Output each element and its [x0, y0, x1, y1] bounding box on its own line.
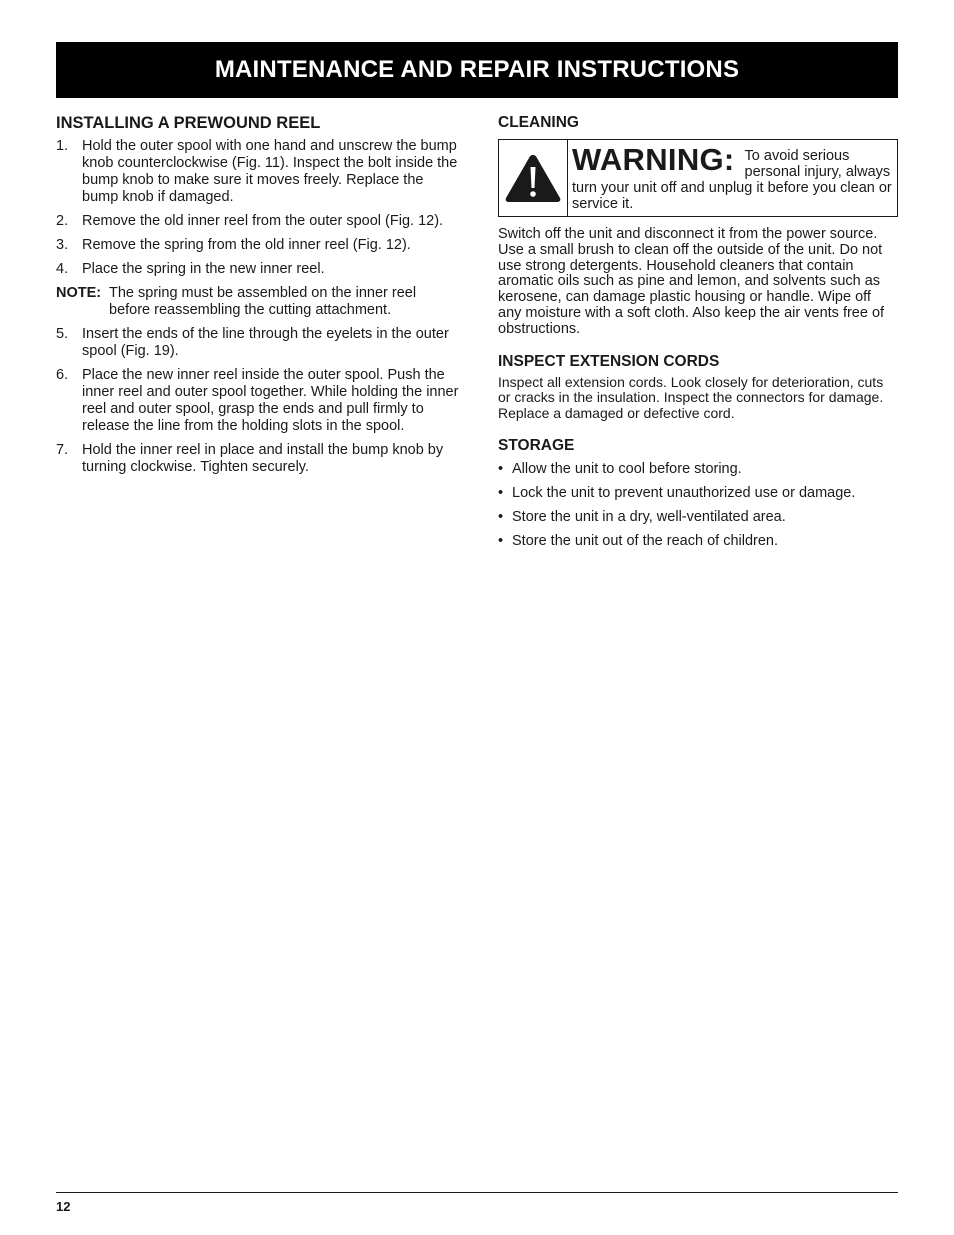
bullet-glyph: • — [498, 532, 504, 549]
list-item-text: Lock the unit to prevent unauthorized use or damage. — [512, 484, 856, 501]
inspect-heading: INSPECT EXTENSION CORDS — [498, 352, 720, 370]
step-text: Remove the spring from the old inner reel (Fig. 12). — [82, 237, 411, 253]
cleaning-heading: CLEANING — [498, 114, 579, 131]
installing-steps-continued — [56, 326, 460, 476]
step-text: Remove the old inner reel from the outer spool (Fig. 12). — [82, 213, 444, 229]
page-number: 12 — [56, 1199, 71, 1214]
step-text: Place the spring in the new inner reel. — [82, 261, 325, 277]
step-text: Hold the inner reel in place and install the bump knob by turning clockwise. Tighten securely. — [82, 442, 444, 475]
warning-word: WARNING: — [572, 142, 735, 177]
storage-heading: STORAGE — [498, 436, 575, 454]
list-item — [498, 533, 898, 550]
step-number: 1. — [56, 138, 69, 154]
step-item — [56, 213, 460, 230]
list-item-text: Store the unit out of the reach of children. — [512, 532, 778, 549]
list-item — [498, 461, 898, 478]
list-item — [498, 509, 898, 526]
step-item — [56, 237, 460, 254]
step-item — [56, 442, 460, 476]
installing-heading: INSTALLING A PREWOUND REEL — [56, 114, 321, 132]
step-number: 3. — [56, 237, 69, 253]
note — [56, 285, 460, 319]
note-text: The spring must be assembled on the inner reel before reassembling the cutting attachment. — [109, 285, 417, 318]
section-title-banner — [56, 42, 898, 98]
cleaning-body: Switch off the unit and disconnect it from the power source. Use a small brush to clean off the outside of the unit. Do not use strong detergents. Household cleaners that contain aromatic oils such as pine and lemon, and solvents such as kerosene, can damage plastic housing or handle. Wipe off any moisture with a soft cloth. Also keep the air vents free of obstructions. — [498, 226, 885, 337]
step-text: Place the new inner reel inside the outer spool. Push the inner reel and outer spool together. While holding the inner reel and outer spool, grasp the ends and pull firmly to release the line from the holding slots in the spool. — [82, 367, 459, 434]
step-text: Insert the ends of the line through the eyelets in the outer spool (Fig. 19). — [82, 326, 449, 359]
list-item-text: Allow the unit to cool before storing. — [512, 460, 742, 477]
step-item — [56, 367, 460, 435]
warning-triangle-icon — [504, 152, 562, 204]
list-item — [498, 485, 898, 502]
list-item-text: Store the unit in a dry, well-ventilated area. — [512, 508, 786, 525]
inspect-body: Inspect all extension cords. Look closely for deterioration, cuts or cracks in the insulation. Inspect the connectors for damage. Replace a damaged or defective cord. — [498, 373, 884, 422]
bullet-glyph: • — [498, 484, 504, 501]
footer-divider — [56, 1192, 898, 1193]
left-column — [56, 112, 460, 483]
step-number: 7. — [56, 442, 69, 458]
step-text: Hold the outer spool with one hand and unscrew the bump knob counterclockwise (Fig. 11). Inspect the bolt inside the bump knob to make sure it moves freely. Replace the bump knob if damaged. — [82, 138, 458, 205]
right-column — [498, 112, 898, 557]
step-number: 2. — [56, 213, 69, 229]
warning-message: To avoid serious personal injury, always turn your unit off and unplug it before you clean or service it. — [572, 148, 892, 212]
note-label: NOTE: — [56, 285, 102, 301]
warning-box — [498, 139, 898, 217]
warning-icon-cell — [499, 140, 568, 216]
step-item — [56, 326, 460, 360]
step-item — [56, 138, 460, 206]
step-number: 5. — [56, 326, 69, 342]
bullet-glyph: • — [498, 508, 504, 525]
bullet-glyph: • — [498, 460, 504, 477]
step-number: 6. — [56, 367, 69, 383]
step-item — [56, 261, 460, 278]
storage-list — [498, 461, 898, 550]
warning-text-cell — [568, 140, 897, 216]
installing-steps — [56, 138, 460, 278]
section-title: MAINTENANCE AND REPAIR INSTRUCTIONS — [214, 56, 740, 83]
step-number: 4. — [56, 261, 69, 277]
